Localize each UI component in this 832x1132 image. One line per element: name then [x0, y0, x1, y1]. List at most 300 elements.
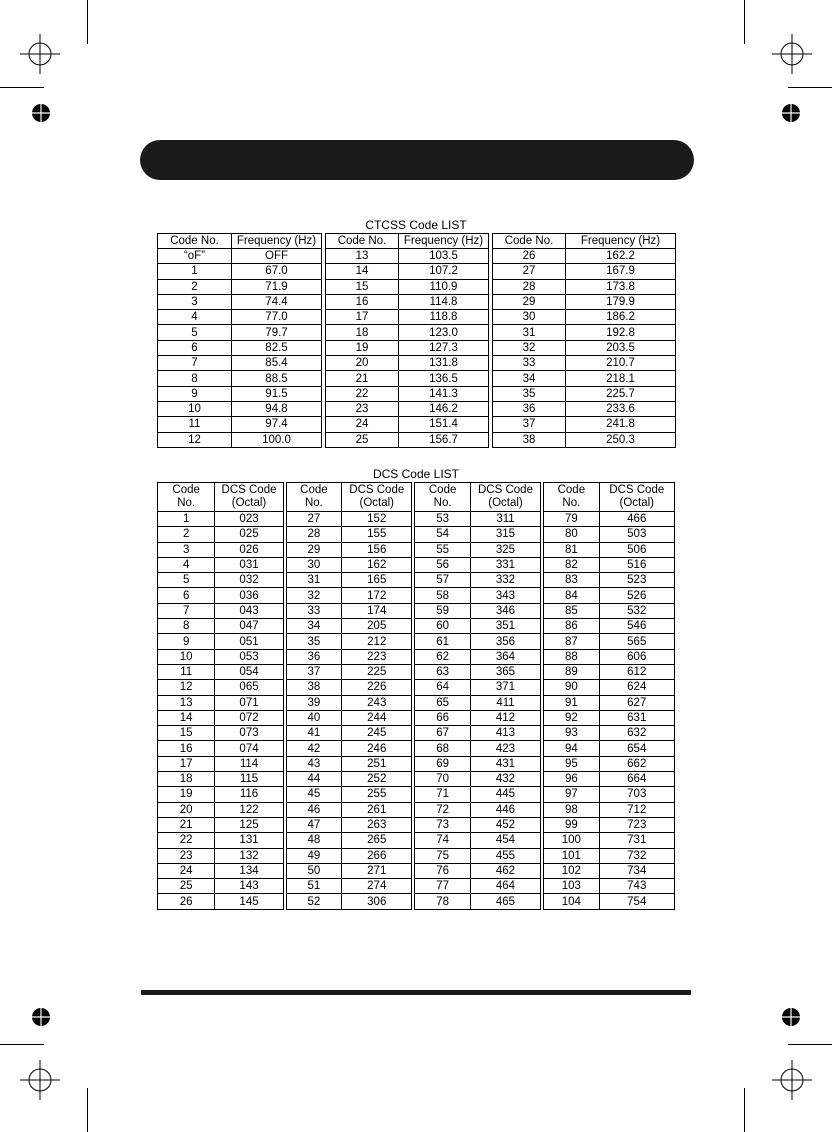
table-cell: 2 — [158, 279, 232, 294]
table-cell: 413 — [470, 726, 540, 741]
table-row — [158, 649, 675, 664]
table-cell: 27 — [286, 512, 341, 527]
table-cell: 24 — [158, 863, 215, 878]
table-cell: 131 — [215, 833, 283, 848]
table-cell: 432 — [470, 772, 540, 787]
table-cell: 9 — [158, 634, 215, 649]
table-cell: 30 — [286, 557, 341, 572]
table-cell: 48 — [286, 833, 341, 848]
table-cell: 41 — [286, 726, 341, 741]
table-cell: 8 — [158, 619, 215, 634]
table-cell: 8 — [158, 371, 232, 386]
table-cell: 87 — [544, 634, 599, 649]
table-cell: 83 — [544, 573, 599, 588]
table-cell: 743 — [599, 879, 674, 894]
column-header: DCS Code (Octal) — [470, 483, 540, 512]
table-row — [158, 573, 675, 588]
table-cell: 67.0 — [232, 264, 322, 279]
table-cell: 23 — [326, 401, 399, 416]
table-cell: 26 — [493, 249, 566, 264]
table-cell: 55 — [415, 542, 470, 557]
table-cell: 173.8 — [566, 279, 676, 294]
table-cell: 155 — [342, 527, 412, 542]
table-row — [158, 401, 676, 416]
table-cell: 731 — [599, 833, 674, 848]
crop-line-bottom-left-horizontal — [0, 1044, 44, 1045]
table-cell: 17 — [158, 756, 215, 771]
column-header: Frequency (Hz) — [399, 234, 489, 249]
table-cell: 67 — [415, 726, 470, 741]
table-cell: 627 — [599, 695, 674, 710]
table-cell: 9 — [158, 386, 232, 401]
table-cell: 59 — [415, 603, 470, 618]
table-cell: 172 — [342, 588, 412, 603]
column-header: Code No. — [326, 234, 399, 249]
table-cell: 071 — [215, 695, 283, 710]
table-cell: 516 — [599, 557, 674, 572]
table-cell: 20 — [326, 356, 399, 371]
table-cell: 252 — [342, 772, 412, 787]
table-row — [158, 310, 676, 325]
table-cell: 223 — [342, 649, 412, 664]
table-cell: 110.9 — [399, 279, 489, 294]
table-cell: 051 — [215, 634, 283, 649]
table-cell: 365 — [470, 664, 540, 679]
table-cell: 141.3 — [399, 386, 489, 401]
column-header: Code No. — [158, 483, 215, 512]
table-cell: 68 — [415, 741, 470, 756]
table-cell: 33 — [286, 603, 341, 618]
table-cell: 122 — [215, 802, 283, 817]
black-dot-icon — [780, 102, 802, 124]
registration-mark-icon — [20, 34, 60, 74]
table-cell: 127.3 — [399, 340, 489, 355]
table-cell: 32 — [493, 340, 566, 355]
table-cell: 241.8 — [566, 417, 676, 432]
column-header: Code No. — [544, 483, 599, 512]
table-cell: 263 — [342, 817, 412, 832]
table-cell: 703 — [599, 787, 674, 802]
table-cell: 245 — [342, 726, 412, 741]
table-cell: 97.4 — [232, 417, 322, 432]
table-row — [158, 371, 676, 386]
table-cell: 331 — [470, 557, 540, 572]
table-cell: 465 — [470, 894, 540, 909]
table-cell: 29 — [286, 542, 341, 557]
table-cell: 86 — [544, 619, 599, 634]
table-cell: 100 — [544, 833, 599, 848]
table-cell: 79.7 — [232, 325, 322, 340]
table-cell: 036 — [215, 588, 283, 603]
table-cell: 146.2 — [399, 401, 489, 416]
table-cell: 411 — [470, 695, 540, 710]
table-cell: 754 — [599, 894, 674, 909]
table-cell: 58 — [415, 588, 470, 603]
table-cell: 46 — [286, 802, 341, 817]
table-cell: 37 — [286, 664, 341, 679]
table-row — [158, 294, 676, 309]
crop-line-top-right-horizontal — [788, 87, 832, 88]
table-cell: 356 — [470, 634, 540, 649]
table-cell: 49 — [286, 848, 341, 863]
table-cell: 346 — [470, 603, 540, 618]
table-cell: 152 — [342, 512, 412, 527]
table-cell: 15 — [158, 726, 215, 741]
table-cell: 114 — [215, 756, 283, 771]
table-cell: 364 — [470, 649, 540, 664]
table-cell: 306 — [342, 894, 412, 909]
table-cell: 63 — [415, 664, 470, 679]
table-cell: 12 — [158, 432, 232, 447]
table-cell: 4 — [158, 557, 215, 572]
table-row — [158, 340, 676, 355]
table-cell: 21 — [326, 371, 399, 386]
table-cell: 17 — [326, 310, 399, 325]
table-cell: 78 — [415, 894, 470, 909]
table-cell: 62 — [415, 649, 470, 664]
table-cell: 85.4 — [232, 356, 322, 371]
table-cell: 466 — [599, 512, 674, 527]
table-cell: 96 — [544, 772, 599, 787]
table-cell: 462 — [470, 863, 540, 878]
table-cell: 311 — [470, 512, 540, 527]
table-row — [158, 386, 676, 401]
table-cell: 57 — [415, 573, 470, 588]
table-cell: 145 — [215, 894, 283, 909]
registration-mark-icon — [772, 1060, 812, 1100]
ctcss-header-row — [158, 234, 676, 249]
table-cell: 266 — [342, 848, 412, 863]
table-cell: 81 — [544, 542, 599, 557]
table-cell: 455 — [470, 848, 540, 863]
table-cell: 18 — [158, 772, 215, 787]
table-cell: 186.2 — [566, 310, 676, 325]
table-cell: 36 — [493, 401, 566, 416]
table-row — [158, 894, 675, 909]
table-cell: 351 — [470, 619, 540, 634]
table-cell: 612 — [599, 664, 674, 679]
table-cell: 53 — [415, 512, 470, 527]
table-cell: 31 — [286, 573, 341, 588]
table-cell: 332 — [470, 573, 540, 588]
table-cell: 114.8 — [399, 294, 489, 309]
table-cell: 90 — [544, 680, 599, 695]
table-row — [158, 664, 675, 679]
table-row — [158, 817, 675, 832]
table-cell: 5 — [158, 573, 215, 588]
table-cell: 423 — [470, 741, 540, 756]
table-cell: 25 — [158, 879, 215, 894]
dcs-caption: DCS Code LIST — [372, 467, 460, 481]
table-cell: 93 — [544, 726, 599, 741]
table-cell: OFF — [232, 249, 322, 264]
table-cell: 371 — [470, 680, 540, 695]
table-cell: 10 — [158, 649, 215, 664]
table-cell: 565 — [599, 634, 674, 649]
table-cell: 91.5 — [232, 386, 322, 401]
table-cell: 325 — [470, 542, 540, 557]
table-cell: 7 — [158, 356, 232, 371]
table-cell: 218.1 — [566, 371, 676, 386]
table-cell: 37 — [493, 417, 566, 432]
table-cell: 143 — [215, 879, 283, 894]
table-cell: 606 — [599, 649, 674, 664]
crop-line-bottom-right-vertical — [744, 1088, 745, 1132]
table-cell: 74 — [415, 833, 470, 848]
table-row — [158, 512, 675, 527]
crop-line-top-left-vertical — [87, 0, 88, 44]
table-cell: 43 — [286, 756, 341, 771]
table-cell: 734 — [599, 863, 674, 878]
table-cell: 19 — [326, 340, 399, 355]
table-cell: 123.0 — [399, 325, 489, 340]
table-cell: 116 — [215, 787, 283, 802]
column-header: DCS Code (Octal) — [599, 483, 674, 512]
table-cell: 192.8 — [566, 325, 676, 340]
table-cell: 131.8 — [399, 356, 489, 371]
table-cell: 24 — [326, 417, 399, 432]
dcs-code-table — [157, 482, 675, 910]
table-cell: 261 — [342, 802, 412, 817]
table-row — [158, 527, 675, 542]
table-row — [158, 603, 675, 618]
table-cell: 39 — [286, 695, 341, 710]
table-cell: 16 — [158, 741, 215, 756]
table-cell: 624 — [599, 680, 674, 695]
table-cell: 98 — [544, 802, 599, 817]
table-row — [158, 432, 676, 447]
black-dot-icon — [30, 102, 52, 124]
table-cell: 76 — [415, 863, 470, 878]
table-cell: 82.5 — [232, 340, 322, 355]
table-cell: 11 — [158, 417, 232, 432]
table-cell: 174 — [342, 603, 412, 618]
table-cell: 107.2 — [399, 264, 489, 279]
table-cell: 77 — [415, 879, 470, 894]
table-row — [158, 417, 676, 432]
table-cell: 44 — [286, 772, 341, 787]
table-row — [158, 787, 675, 802]
table-cell: 28 — [286, 527, 341, 542]
table-cell: 271 — [342, 863, 412, 878]
table-cell: 95 — [544, 756, 599, 771]
table-cell: 21 — [158, 817, 215, 832]
table-cell: 654 — [599, 741, 674, 756]
table-row — [158, 279, 676, 294]
table-cell: 503 — [599, 527, 674, 542]
crop-line-bottom-left-vertical — [87, 1088, 88, 1132]
table-cell: 454 — [470, 833, 540, 848]
table-cell: 25 — [326, 432, 399, 447]
table-cell: 1 — [158, 512, 215, 527]
column-header: Code No. — [286, 483, 341, 512]
table-cell: 103.5 — [399, 249, 489, 264]
column-header: DCS Code (Octal) — [215, 483, 283, 512]
column-header: Code No. — [493, 234, 566, 249]
table-cell: 26 — [158, 894, 215, 909]
table-cell: 100.0 — [232, 432, 322, 447]
table-cell: 464 — [470, 879, 540, 894]
table-cell: 132 — [215, 848, 283, 863]
table-cell: 7 — [158, 603, 215, 618]
table-cell: 79 — [544, 512, 599, 527]
table-cell: 4 — [158, 310, 232, 325]
table-cell: 85 — [544, 603, 599, 618]
crop-line-top-left-horizontal — [0, 87, 44, 88]
table-cell: 274 — [342, 879, 412, 894]
table-cell: 12 — [158, 680, 215, 695]
table-cell: 18 — [326, 325, 399, 340]
table-cell: 33 — [493, 356, 566, 371]
table-row — [158, 619, 675, 634]
table-cell: 29 — [493, 294, 566, 309]
table-cell: 92 — [544, 710, 599, 725]
table-cell: 20 — [158, 802, 215, 817]
table-row — [158, 249, 676, 264]
table-cell: 156 — [342, 542, 412, 557]
table-row — [158, 557, 675, 572]
table-cell: 69 — [415, 756, 470, 771]
column-header: Code No. — [415, 483, 470, 512]
table-cell: 732 — [599, 848, 674, 863]
black-dot-icon — [780, 1006, 802, 1028]
dcs-header-row — [158, 483, 675, 512]
table-cell: 32 — [286, 588, 341, 603]
table-cell: 94 — [544, 741, 599, 756]
table-cell: 632 — [599, 726, 674, 741]
section-title-banner — [140, 140, 694, 180]
table-cell: 203.5 — [566, 340, 676, 355]
table-cell: 072 — [215, 710, 283, 725]
table-cell: 34 — [286, 619, 341, 634]
table-cell: 233.6 — [566, 401, 676, 416]
table-cell: 506 — [599, 542, 674, 557]
table-cell: 31 — [493, 325, 566, 340]
table-row — [158, 542, 675, 557]
table-cell: 118.8 — [399, 310, 489, 325]
table-cell: 56 — [415, 557, 470, 572]
table-cell: 73 — [415, 817, 470, 832]
table-cell: 445 — [470, 787, 540, 802]
table-cell: 11 — [158, 664, 215, 679]
table-cell: 89 — [544, 664, 599, 679]
table-cell: 723 — [599, 817, 674, 832]
column-header: Frequency (Hz) — [232, 234, 322, 249]
table-cell: 125 — [215, 817, 283, 832]
black-dot-icon — [30, 1006, 52, 1028]
table-cell: 36 — [286, 649, 341, 664]
table-cell: 94.8 — [232, 401, 322, 416]
table-cell: 72 — [415, 802, 470, 817]
registration-mark-icon — [20, 1060, 60, 1100]
table-cell: 546 — [599, 619, 674, 634]
table-cell: 446 — [470, 802, 540, 817]
table-cell: 026 — [215, 542, 283, 557]
table-cell: 246 — [342, 741, 412, 756]
table-cell: 77.0 — [232, 310, 322, 325]
ctcss-code-table — [157, 233, 676, 448]
table-cell: 19 — [158, 787, 215, 802]
table-cell: 82 — [544, 557, 599, 572]
table-row — [158, 325, 676, 340]
table-cell: 532 — [599, 603, 674, 618]
table-cell: 205 — [342, 619, 412, 634]
table-cell: 10 — [158, 401, 232, 416]
table-cell: 70 — [415, 772, 470, 787]
table-cell: 42 — [286, 741, 341, 756]
table-cell: 16 — [326, 294, 399, 309]
ctcss-caption: CTCSS Code LIST — [365, 218, 467, 232]
table-cell: 156.7 — [399, 432, 489, 447]
table-cell: 162 — [342, 557, 412, 572]
table-cell: 023 — [215, 512, 283, 527]
table-cell: 23 — [158, 848, 215, 863]
table-cell: 179.9 — [566, 294, 676, 309]
table-cell: 225 — [342, 664, 412, 679]
crop-line-bottom-right-horizontal — [788, 1044, 832, 1045]
table-row — [158, 726, 675, 741]
table-cell: 102 — [544, 863, 599, 878]
table-cell: 5 — [158, 325, 232, 340]
table-cell: 30 — [493, 310, 566, 325]
table-cell: 452 — [470, 817, 540, 832]
table-cell: 073 — [215, 726, 283, 741]
table-cell: 167.9 — [566, 264, 676, 279]
table-cell: 043 — [215, 603, 283, 618]
table-cell: 71 — [415, 787, 470, 802]
table-cell: 523 — [599, 573, 674, 588]
table-row — [158, 634, 675, 649]
table-cell: 412 — [470, 710, 540, 725]
table-cell: 34 — [493, 371, 566, 386]
table-cell: 15 — [326, 279, 399, 294]
table-cell: 032 — [215, 573, 283, 588]
table-cell: 210.7 — [566, 356, 676, 371]
table-cell: 22 — [326, 386, 399, 401]
table-cell: 38 — [286, 680, 341, 695]
table-cell: 265 — [342, 833, 412, 848]
table-row — [158, 680, 675, 695]
table-cell: 52 — [286, 894, 341, 909]
table-cell: 13 — [158, 695, 215, 710]
table-cell: 631 — [599, 710, 674, 725]
table-cell: 47 — [286, 817, 341, 832]
table-cell: 80 — [544, 527, 599, 542]
table-row — [158, 833, 675, 848]
table-cell: 250.3 — [566, 432, 676, 447]
table-cell: 662 — [599, 756, 674, 771]
table-cell: 243 — [342, 695, 412, 710]
table-cell: “oF” — [158, 249, 232, 264]
table-cell: 54 — [415, 527, 470, 542]
table-cell: 91 — [544, 695, 599, 710]
table-cell: 6 — [158, 588, 215, 603]
table-cell: 101 — [544, 848, 599, 863]
table-cell: 1 — [158, 264, 232, 279]
table-row — [158, 863, 675, 878]
table-cell: 84 — [544, 588, 599, 603]
table-cell: 431 — [470, 756, 540, 771]
table-row — [158, 756, 675, 771]
table-cell: 14 — [158, 710, 215, 725]
table-row — [158, 264, 676, 279]
table-cell: 75 — [415, 848, 470, 863]
table-cell: 162.2 — [566, 249, 676, 264]
table-cell: 35 — [286, 634, 341, 649]
crop-line-top-right-vertical — [744, 0, 745, 44]
table-cell: 134 — [215, 863, 283, 878]
table-cell: 136.5 — [399, 371, 489, 386]
